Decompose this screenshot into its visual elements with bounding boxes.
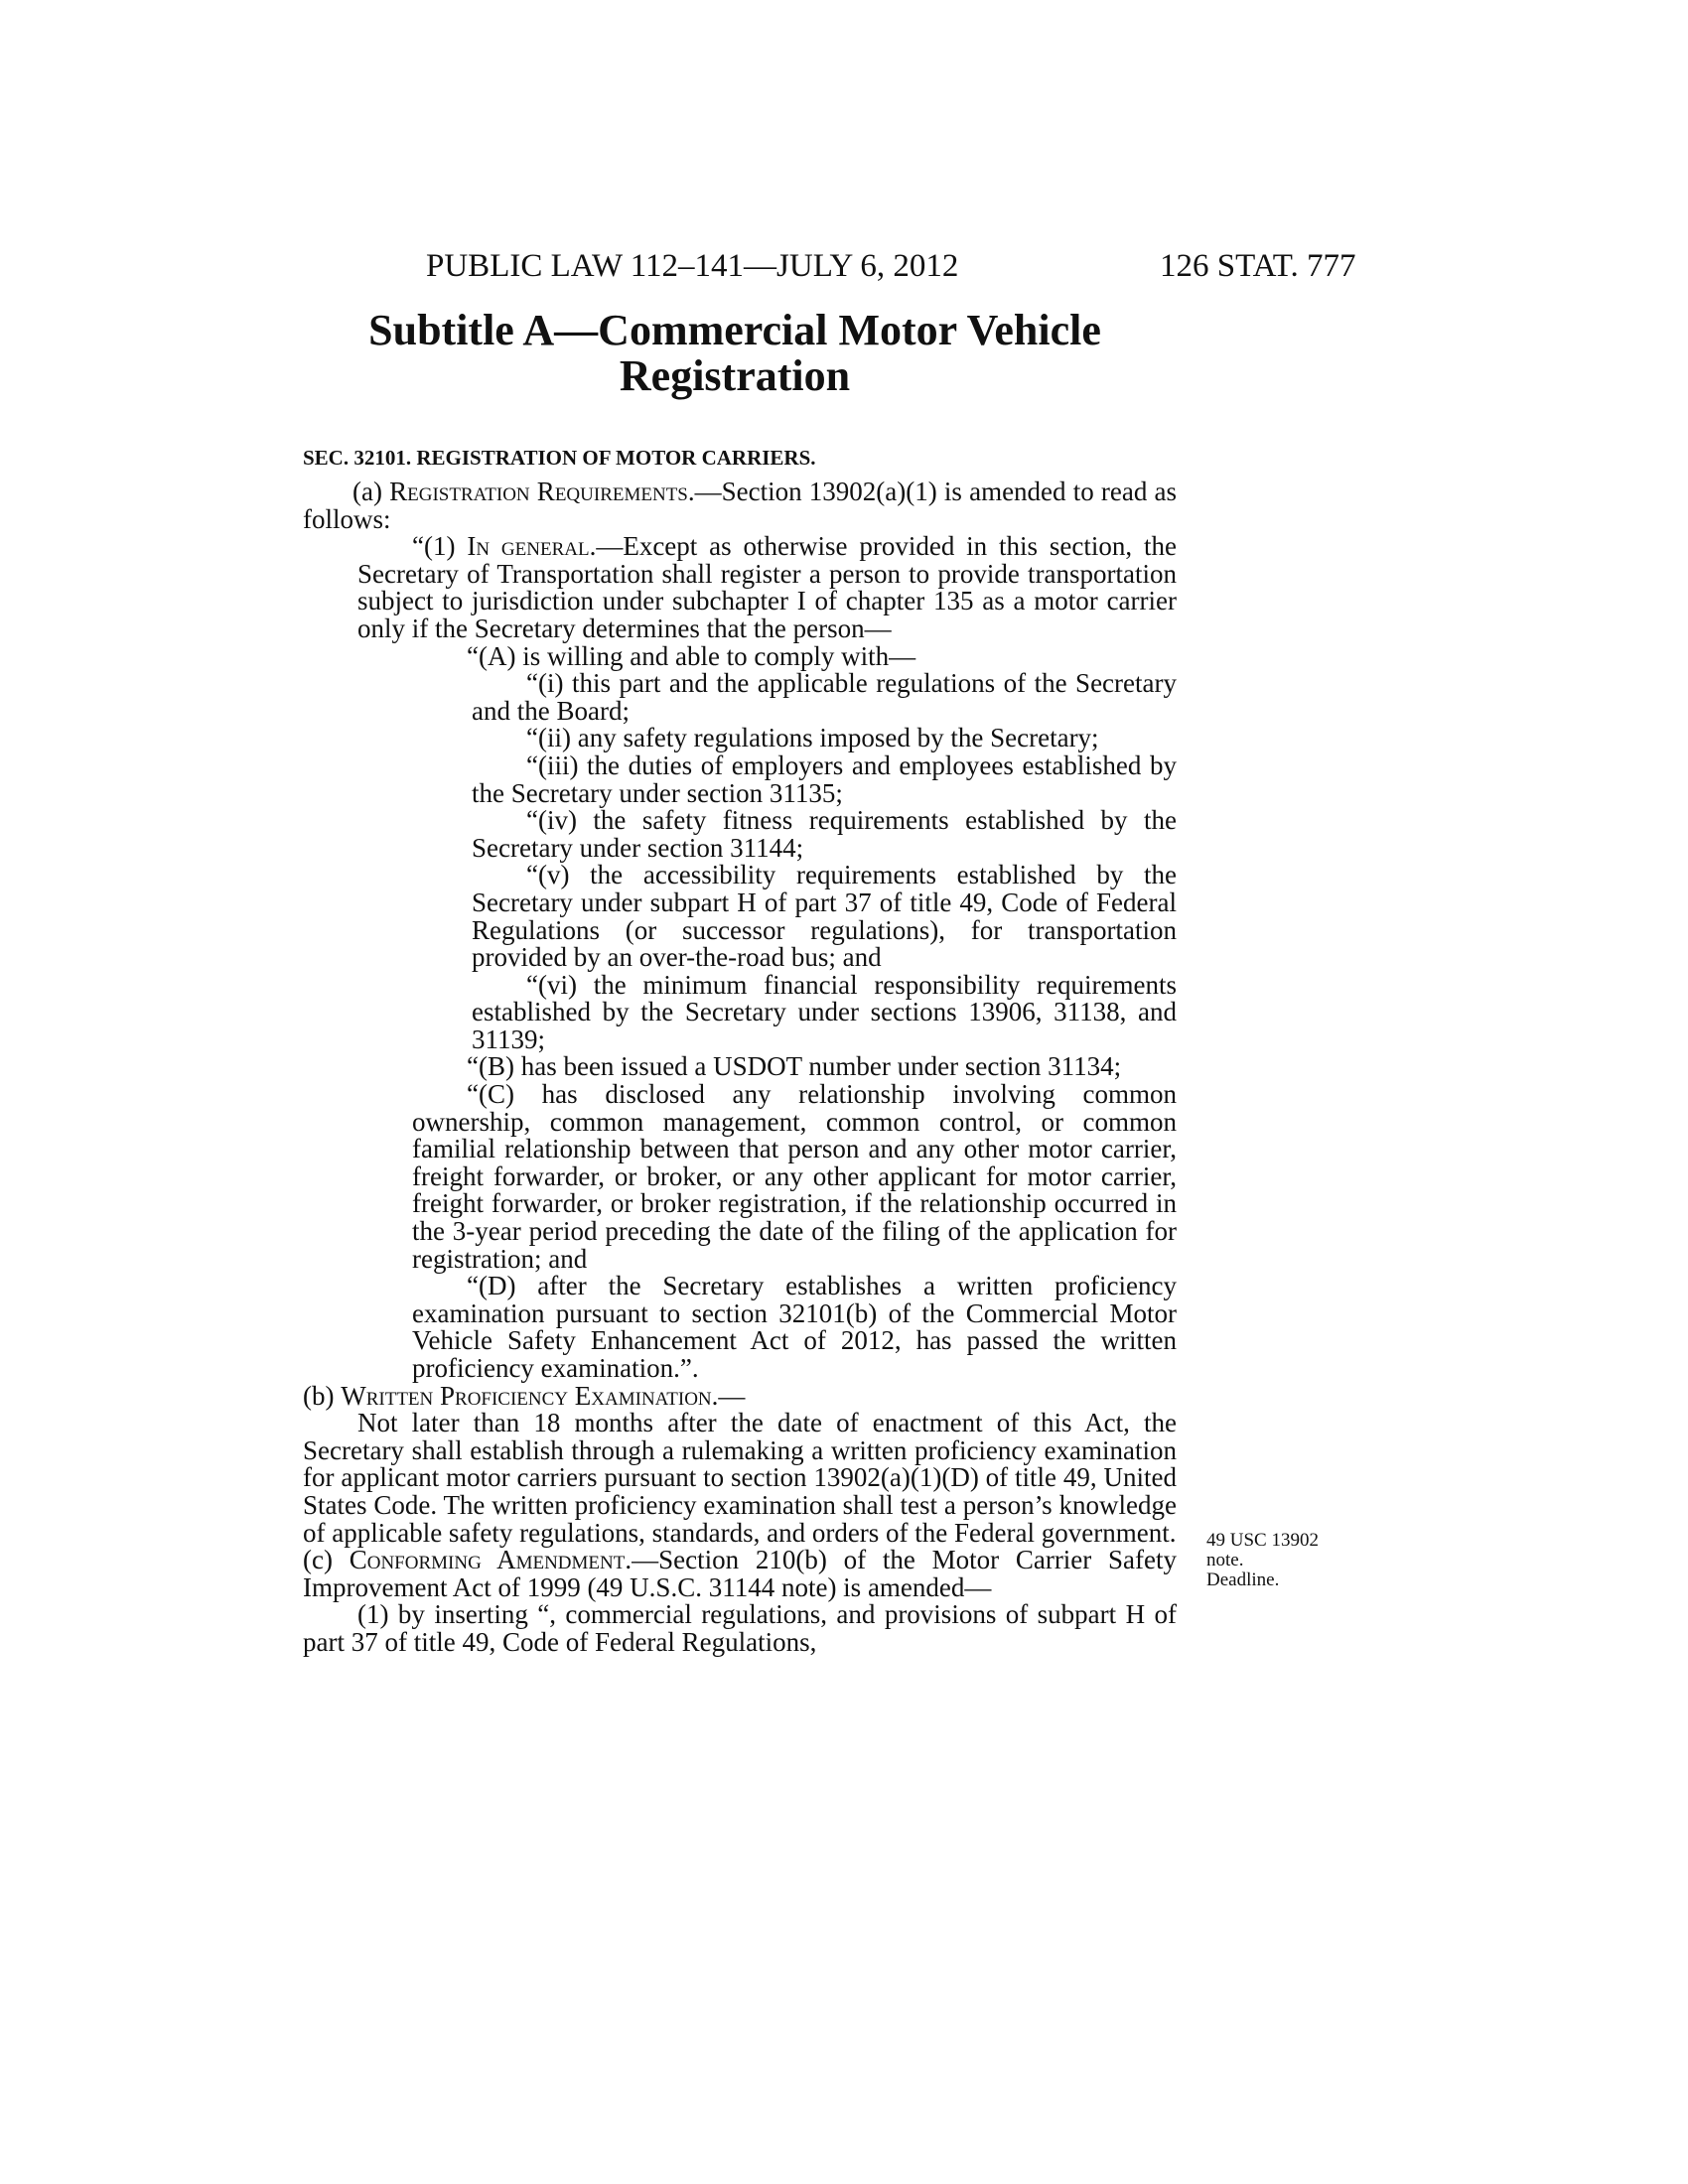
margin-note-note: note. (1206, 1550, 1244, 1570)
clause-v: “(v) the accessibility requirements established by the Secretary under subpart H of part 37 of title 49, Code of Federal Regulations (or successor regulations), for transportation provided by an over-the-road bus; and (472, 860, 1177, 973)
section-body (303, 478, 1177, 1657)
margin-note (1206, 1531, 1345, 1590)
subtitle-line-1: Subtitle A—Commercial Motor Vehicle (368, 306, 1101, 354)
paragraph-1 (303, 533, 1177, 642)
paragraph-b-heading-line (303, 1380, 1177, 1411)
running-header-title: PUBLIC LAW 112–141—JULY 6, 2012 (426, 248, 959, 284)
paragraph-b-body: Not later than 18 months after the date of enactment of this Act, the Secretary shall establish through a rulemaking a written proficiency examination for applicant motor carriers pursuant to section 13902(a)(1)(D) of title 49, United States Code. The written proficiency examination shall test a person’s knowledge of applicable safety regulations, standards, and orders of the Federal government. (303, 1408, 1177, 1548)
paragraph-c (303, 1547, 1177, 1601)
paragraph-1-heading: In general (467, 531, 590, 562)
paragraph-b-heading: Written Proficiency Examination (341, 1380, 712, 1411)
subtitle-line-2: Registration (619, 351, 851, 400)
paragraph-a-label: (a) (352, 477, 390, 506)
subparagraph-A: “(A) is willing and able to comply with— (467, 640, 916, 671)
clause-ii: “(ii) any safety regulations imposed by the Secretary; (526, 723, 1099, 753)
paragraph-c-text: .—Section 210(b) of the Motor Carrier Safety Improvement Act of 1999 (49 U.S.C. 31144 note) is amended— (303, 1545, 1178, 1602)
section-heading: SEC. 32101. REGISTRATION OF MOTOR CARRIERS. (303, 446, 816, 470)
subtitle-heading (328, 308, 1142, 399)
margin-note-deadline: Deadline. (1206, 1570, 1280, 1590)
clause-iii: “(iii) the duties of employers and employees established by the Secretary under section 31135; (472, 750, 1177, 808)
paragraph-c-label: (c) (303, 1545, 350, 1575)
paragraph-b-dash: .— (711, 1380, 746, 1411)
paragraph-a-text: .—Section 13902(a)(1) is amended to read as follows: (303, 477, 1177, 534)
margin-note-citation: 49 USC 13902 (1206, 1530, 1319, 1551)
paragraph-a-heading: Registration Requirements (389, 477, 688, 506)
paragraph-1-label: “(1) (412, 531, 468, 562)
paragraph-c-1: (1) by inserting “, commercial regulations, and provisions of subpart H of part 37 of title 49, Code of Federal Regulations, (303, 1599, 1177, 1657)
subparagraph-C: “(C) has disclosed any relationship involving common ownership, common management, common control, or common familial relationship between that person and any other motor carrier, freight forwarder, or broker, or any other applicant for motor carrier, freight forwarder, or broker registration, if the relationship occurred in the 3-year period preceding the date of the filing of the application for registration; and (412, 1079, 1177, 1274)
paragraph-1-text: .—Except as otherwise provided in this section, the Secretary of Transportation shall register a person to provide transportation subject to jurisdiction under subchapter I of chapter 135 as a motor carrier only if the Secretary determines that the person— (357, 531, 1178, 643)
paragraph-c-heading: Conforming Amendment (349, 1545, 626, 1575)
subparagraph-B: “(B) has been issued a USDOT number under section 31134; (467, 1051, 1122, 1082)
page-number: 126 STAT. 777 (1160, 248, 1356, 284)
paragraph-b-label: (b) (303, 1380, 342, 1411)
clause-vi: “(vi) the minimum financial responsibility requirements established by the Secretary under sections 13906, 31138, and 31139; (472, 969, 1177, 1054)
subparagraph-D: “(D) after the Secretary establishes a written proficiency examination pursuant to section 32101(b) of the Commercial Motor Vehicle Safety Enhancement Act of 2012, has passed the written proficiency examination.”. (412, 1271, 1177, 1383)
clause-iv: “(iv) the safety fitness requirements established by the Secretary under section 31144; (472, 805, 1177, 863)
paragraph-a (303, 478, 1177, 533)
clause-i: “(i) this part and the applicable regulations of the Secretary and the Board; (472, 668, 1177, 726)
